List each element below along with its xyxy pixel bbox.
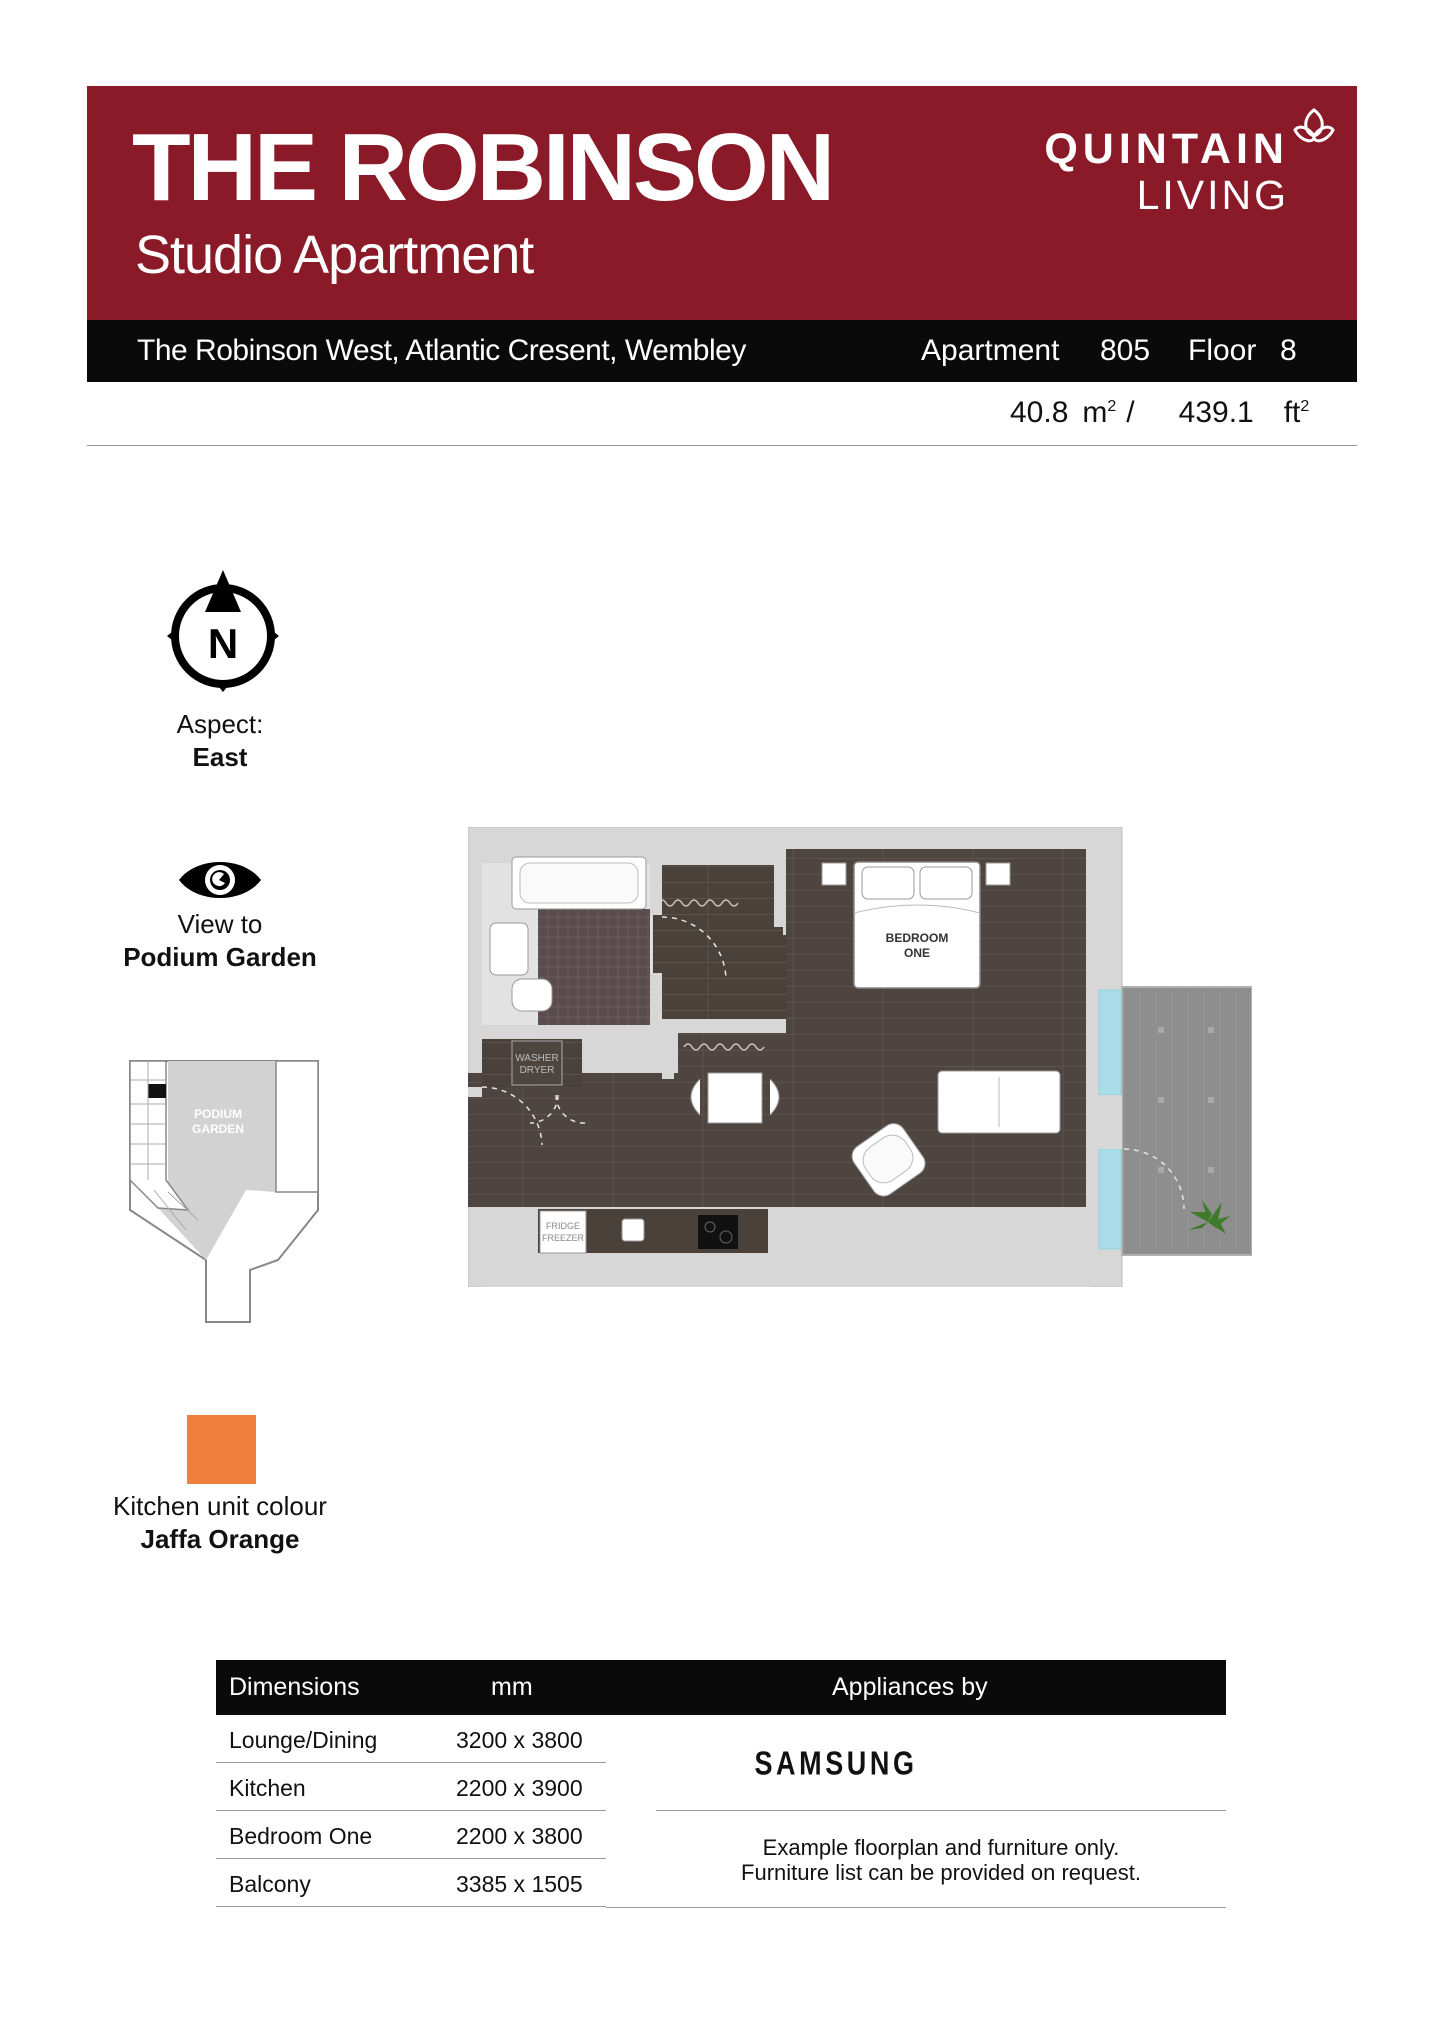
area-sqft-unit: $ft^2$ bbox=[1283, 396, 1310, 429]
fridge-label-1: FRIDGE bbox=[545, 1221, 581, 1231]
floor-number: 8 bbox=[1280, 334, 1297, 367]
address-text: The Robinson West, Atlantic Cresent, Wembley bbox=[137, 334, 746, 367]
row-mm: 3200 x 3800 bbox=[456, 1727, 583, 1753]
washer-label-2: DRYER bbox=[519, 1065, 555, 1076]
header-divider bbox=[87, 445, 1357, 446]
table-row bbox=[216, 1859, 606, 1907]
header-banner bbox=[87, 86, 1357, 320]
kitchen-colour-swatch bbox=[187, 1415, 256, 1484]
bedroom-label-1: BEDROOM bbox=[885, 931, 949, 945]
aspect-block bbox=[60, 708, 380, 774]
north-compass-icon bbox=[165, 568, 281, 694]
washer-label-1: WASHER bbox=[515, 1053, 559, 1064]
area-sqft-value: 439.1 bbox=[1178, 396, 1254, 429]
aspect-label: Aspect: bbox=[176, 709, 264, 739]
row-room: Balcony bbox=[229, 1871, 311, 1897]
area-sqm-unit: $m^2$ bbox=[1082, 396, 1117, 429]
table-row bbox=[216, 1763, 606, 1811]
brand-name-bottom: LIVING bbox=[1136, 172, 1289, 218]
aspect-value: East bbox=[192, 742, 248, 772]
site-plan-label-1: PODIUM bbox=[194, 1107, 242, 1121]
compass-letter: N bbox=[207, 620, 239, 667]
page-subtitle: Studio Apartment bbox=[135, 225, 534, 285]
brand-name-top: QUINTAIN bbox=[1044, 125, 1289, 173]
area-separator: / bbox=[1126, 396, 1135, 429]
page-title: THE ROBINSON bbox=[132, 114, 833, 221]
trefoil-logo-icon bbox=[1291, 106, 1337, 150]
furniture-note bbox=[656, 1835, 1226, 1885]
area-sqm-value: 40.8 bbox=[1010, 396, 1069, 429]
area-readout bbox=[1010, 396, 1309, 430]
bedroom-label-2: ONE bbox=[903, 946, 931, 960]
apartment-number: 805 bbox=[1100, 334, 1151, 367]
dimensions-table bbox=[216, 1660, 1226, 1897]
apartment-info bbox=[921, 334, 1297, 368]
kitchen-colour-block bbox=[60, 1490, 380, 1556]
brand-logo bbox=[1044, 125, 1289, 218]
view-block bbox=[60, 908, 380, 974]
row-room: Kitchen bbox=[229, 1775, 306, 1801]
appliance-brand: SAMSUNG bbox=[754, 1746, 918, 1783]
apartment-label: Apartment bbox=[921, 334, 1060, 367]
view-value: Podium Garden bbox=[123, 942, 317, 972]
header-mm: mm bbox=[491, 1673, 533, 1701]
eye-icon bbox=[177, 858, 263, 902]
apartment-floorplan bbox=[468, 827, 1252, 1287]
fridge-label-2: FREEZER bbox=[541, 1233, 585, 1243]
row-room: Lounge/Dining bbox=[229, 1727, 378, 1753]
header-dimensions: Dimensions bbox=[229, 1673, 360, 1701]
kitchen-colour-value: Jaffa Orange bbox=[140, 1524, 300, 1554]
table-row bbox=[216, 1811, 606, 1859]
note-line-2: Furniture list can be provided on request. bbox=[741, 1860, 1141, 1885]
floor-label: Floor bbox=[1188, 334, 1257, 367]
site-plan-label-2: GARDEN bbox=[191, 1122, 245, 1136]
row-room: Bedroom One bbox=[229, 1823, 373, 1849]
row-mm: 2200 x 3900 bbox=[456, 1775, 583, 1801]
table-row bbox=[216, 1715, 606, 1763]
address-bar bbox=[87, 320, 1357, 382]
note-line-1: Example floorplan and furniture only. bbox=[762, 1835, 1120, 1860]
view-label: View to bbox=[177, 909, 263, 939]
site-plan-diagram bbox=[118, 1060, 324, 1330]
samsung-logo bbox=[636, 1745, 1036, 1785]
appliance-divider bbox=[656, 1810, 1226, 1811]
header-appliances: Appliances by bbox=[832, 1673, 988, 1701]
table-bottom-line bbox=[606, 1907, 1226, 1908]
row-mm: 3385 x 1505 bbox=[456, 1871, 583, 1897]
kitchen-colour-label: Kitchen unit colour bbox=[113, 1491, 327, 1521]
row-mm: 2200 x 3800 bbox=[456, 1823, 583, 1849]
table-header bbox=[216, 1660, 1226, 1715]
